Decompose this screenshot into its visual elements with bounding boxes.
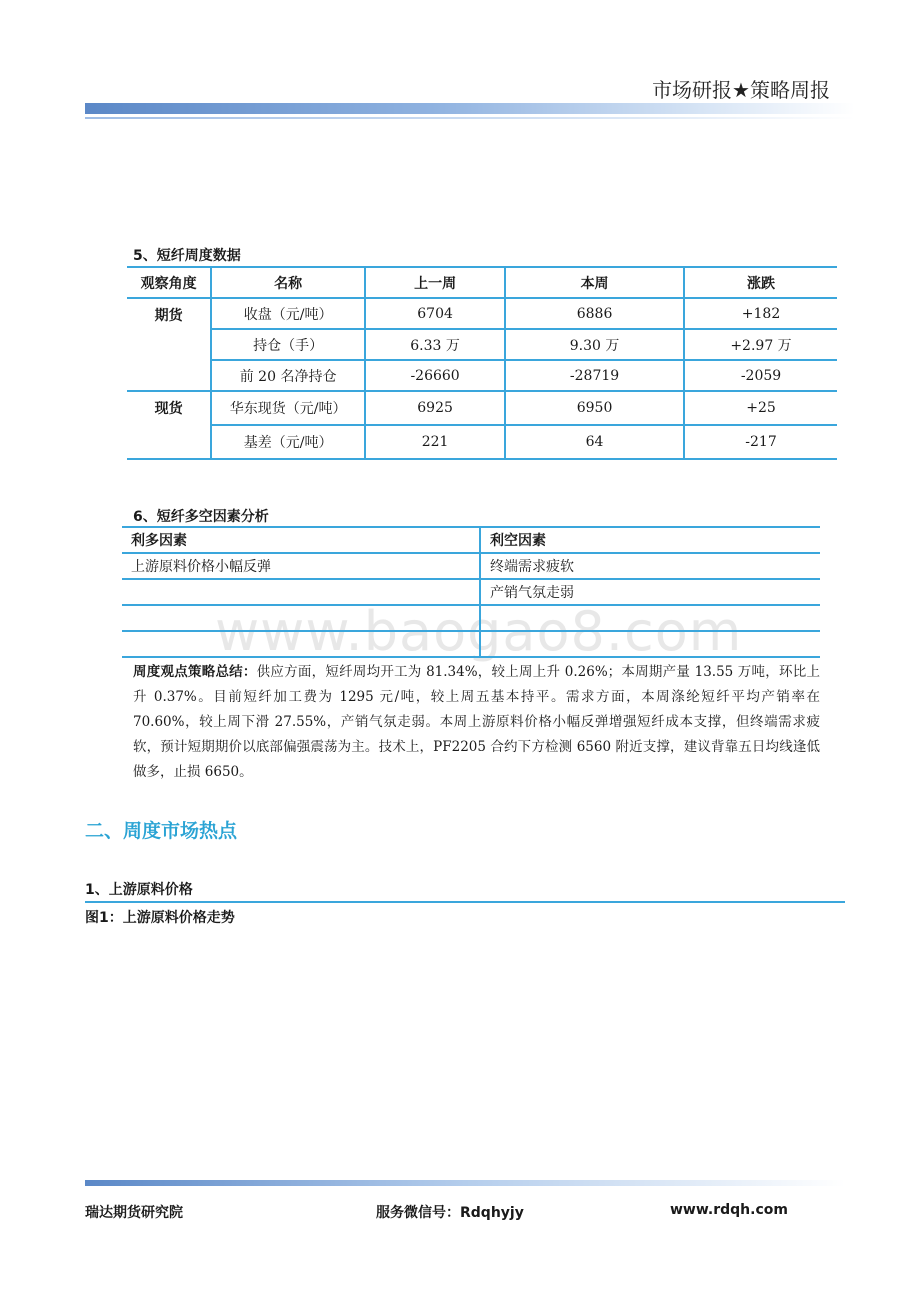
summary-text: 供应方面，短纤周均开工为 81.34%，较上周上升 0.26%；本周期产量 13.55 万吨，环比上升 0.37%。目前短纤加工费为 1295 元/吨，较上周五基本持平。需求方面，本周涤纶短纤平均产销率在 70.60%，较上周下滑 27.55%，产销气氛走弱。本周上游原料价格小幅反弹增强短纤成本支撑，但终端需求疲软，预计短期期价以底部偏强震荡为主。技术上，PF2205 合约下方检测 6560 附近支撑，建议背靠五日均线逢低做多，止损 6650。 bbox=[133, 664, 820, 780]
row-name: 收盘（元/吨） bbox=[211, 298, 365, 329]
row-name: 基差（元/吨） bbox=[211, 425, 365, 459]
row-curr: 6950 bbox=[505, 391, 684, 425]
bear-factor: 终端需求疲软 bbox=[480, 553, 820, 579]
weekly-data-table bbox=[127, 266, 837, 460]
table-row bbox=[127, 329, 837, 360]
factor-header-row bbox=[122, 527, 820, 553]
col-header-this-week: 本周 bbox=[505, 267, 684, 298]
footer-org: 瑞达期货研究院 bbox=[85, 1205, 183, 1221]
strategy-summary bbox=[133, 660, 820, 785]
table-row bbox=[122, 579, 820, 605]
subsection-title: 1、上游原料价格 bbox=[85, 882, 193, 898]
row-curr: -28719 bbox=[505, 360, 684, 391]
subsection-divider bbox=[85, 901, 845, 903]
table-header-row bbox=[127, 267, 837, 298]
col-header-perspective: 观察角度 bbox=[127, 267, 211, 298]
bull-factor bbox=[122, 631, 480, 657]
row-curr: 9.30 万 bbox=[505, 329, 684, 360]
table-row bbox=[122, 631, 820, 657]
row-curr: 6886 bbox=[505, 298, 684, 329]
footer-decorative-bar bbox=[85, 1180, 845, 1186]
row-name: 持仓（手） bbox=[211, 329, 365, 360]
table-row bbox=[127, 425, 837, 459]
row-change: +2.97 万 bbox=[684, 329, 837, 360]
row-change: -217 bbox=[684, 425, 837, 459]
bear-factor: 产销气氛走弱 bbox=[480, 579, 820, 605]
footer-wechat: 服务微信号：Rdqhyjy bbox=[376, 1205, 524, 1221]
table-row bbox=[122, 605, 820, 631]
row-prev: 6704 bbox=[365, 298, 505, 329]
col-header-change: 涨跌 bbox=[684, 267, 837, 298]
row-prev: 6925 bbox=[365, 391, 505, 425]
category-futures: 期货 bbox=[127, 298, 211, 391]
factor-analysis-table bbox=[122, 526, 820, 658]
table-row bbox=[127, 360, 837, 391]
bear-factor bbox=[480, 605, 820, 631]
bull-factor bbox=[122, 605, 480, 631]
row-prev: -26660 bbox=[365, 360, 505, 391]
report-header-title: 市场研报★策略周报 bbox=[652, 78, 830, 102]
summary-label: 周度观点策略总结： bbox=[133, 664, 257, 680]
section5-title: 5、短纤周度数据 bbox=[133, 248, 241, 264]
category-spot: 现货 bbox=[127, 391, 211, 459]
figure-caption: 图1：上游原料价格走势 bbox=[85, 910, 235, 926]
bull-factor: 上游原料价格小幅反弹 bbox=[122, 553, 480, 579]
row-change: +25 bbox=[684, 391, 837, 425]
row-name: 前 20 名净持仓 bbox=[211, 360, 365, 391]
table-row bbox=[127, 298, 837, 329]
section-two-title: 二、周度市场热点 bbox=[85, 820, 238, 842]
table-row bbox=[127, 391, 837, 425]
bull-factor bbox=[122, 579, 480, 605]
table-row bbox=[122, 553, 820, 579]
footer-website: www.rdqh.com bbox=[670, 1202, 788, 1218]
row-curr: 64 bbox=[505, 425, 684, 459]
bear-factors-header: 利空因素 bbox=[480, 527, 820, 553]
header-decorative-bar bbox=[85, 103, 855, 114]
bull-factors-header: 利多因素 bbox=[122, 527, 480, 553]
row-name: 华东现货（元/吨） bbox=[211, 391, 365, 425]
row-prev: 221 bbox=[365, 425, 505, 459]
col-header-prev-week: 上一周 bbox=[365, 267, 505, 298]
watermark: www.baogao8.com bbox=[215, 600, 743, 663]
bear-factor bbox=[480, 631, 820, 657]
header-decorative-line bbox=[85, 117, 855, 119]
row-change: +182 bbox=[684, 298, 837, 329]
section6-title: 6、短纤多空因素分析 bbox=[133, 509, 269, 525]
row-change: -2059 bbox=[684, 360, 837, 391]
col-header-name: 名称 bbox=[211, 267, 365, 298]
row-prev: 6.33 万 bbox=[365, 329, 505, 360]
